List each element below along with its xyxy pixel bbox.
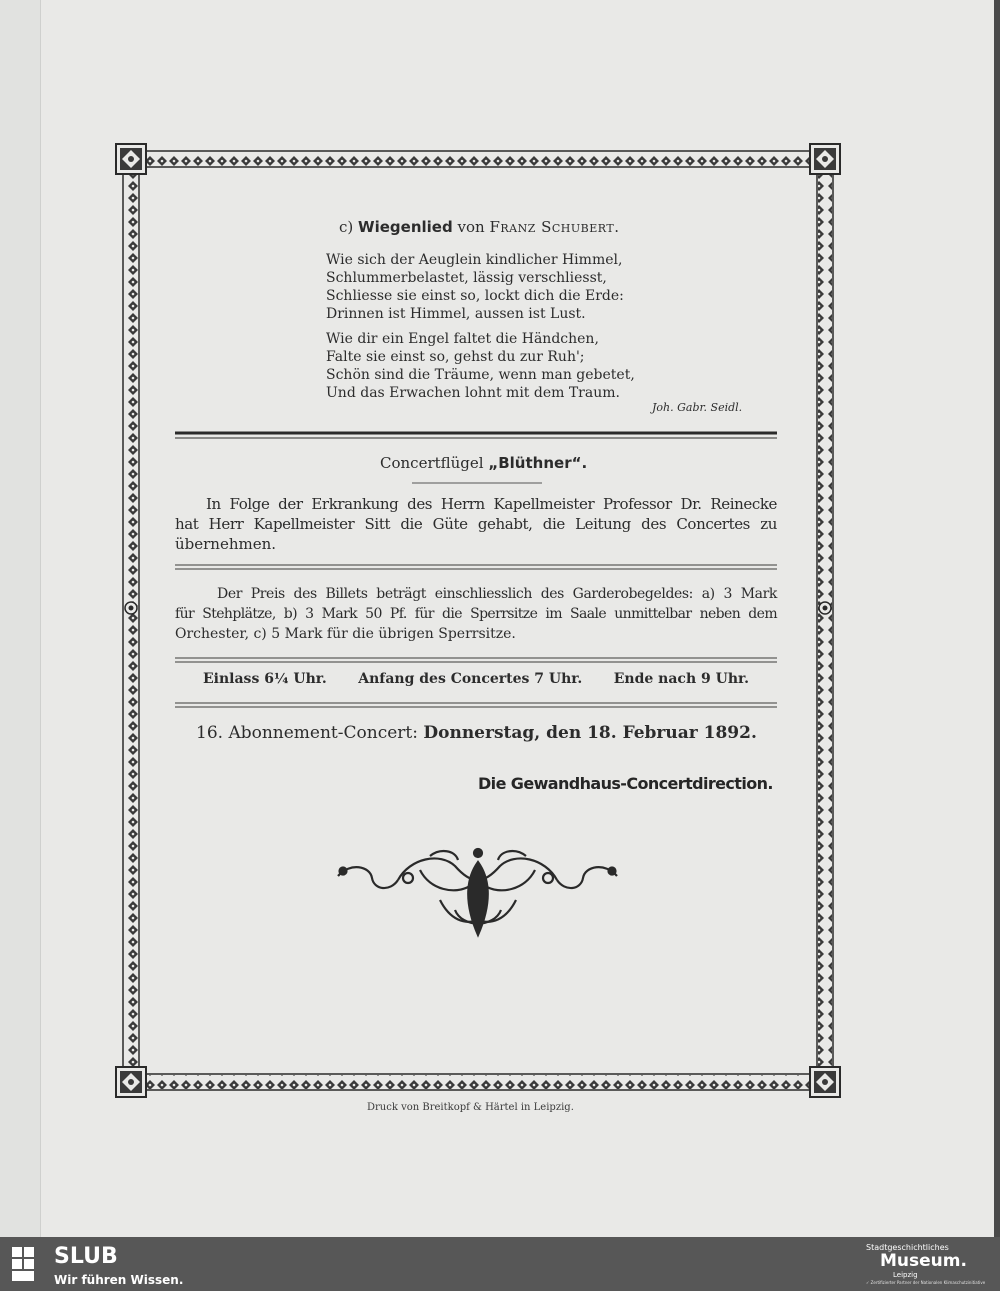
museum-small: Stadtgeschichtliches — [866, 1243, 949, 1252]
piano-heading — [380, 454, 587, 472]
notice-line: übernehmen. — [175, 535, 277, 553]
rule-double-2 — [175, 658, 777, 662]
corner-bottom-left — [116, 1067, 146, 1097]
border-left — [123, 174, 139, 1067]
rule-double-1 — [175, 565, 777, 569]
stanza-line: Und das Erwachen lohnt mit dem Traum. — [326, 385, 620, 401]
border-right — [817, 174, 833, 1067]
next-concert — [196, 723, 757, 743]
ende-time: Ende nach 9 Uhr. — [613, 671, 749, 687]
song-composer: Franz Schubert. — [489, 218, 620, 236]
einlass-time: Einlass 6¼ Uhr. — [203, 671, 327, 687]
museum-name: Museum. — [880, 1251, 967, 1271]
song-stanza-2 — [326, 330, 635, 402]
prices-paragraph — [175, 584, 777, 644]
song-author: Joh. Gabr. Seidl. — [652, 401, 743, 414]
song-title: Wiegenlied — [358, 218, 453, 236]
next-concert-prefix: 16. Abonnement-Concert: — [196, 723, 418, 743]
corner-bottom-right — [810, 1067, 840, 1097]
song-heading — [339, 218, 619, 236]
border-bottom — [147, 1074, 811, 1090]
times-line — [203, 671, 749, 687]
slub-logo-icon — [12, 1245, 48, 1283]
notice-line: In Folge der Erkrankung des Herrn Kapellmeister Professor Dr. Reinecke — [206, 495, 777, 513]
stanza-line: Schön sind die Träume, wenn man gebetet, — [326, 367, 635, 383]
piano-prefix: Concertflügel — [380, 454, 484, 472]
next-concert-date: Donnerstag, den 18. Februar 1892. — [423, 723, 757, 743]
notice-line: hat Herr Kapellmeister Sitt die Güte gehabt, die Leitung des Concertes zu — [175, 515, 777, 533]
prices-line: Orchester, c) 5 Mark für die übrigen Sperrsitze. — [175, 626, 516, 642]
stanza-line: Schlummerbelastet, lässig verschliesst, — [326, 270, 607, 286]
stanza-line: Drinnen ist Himmel, aussen ist Lust. — [326, 306, 586, 322]
stanza-line: Falte sie einst so, gehst du zur Ruh'; — [326, 349, 585, 365]
prices-line: für Stehplätze, b) 3 Mark 50 Pf. für die Sperrsitze im Saale unmittelbar neben dem — [175, 606, 777, 622]
stanza-line: Wie dir ein Engel faltet die Händchen, — [326, 331, 599, 347]
anfang-time: Anfang des Concertes 7 Uhr. — [358, 671, 583, 687]
printer-note: Druck von Breitkopf & Härtel in Leipzig. — [367, 1102, 574, 1113]
museum-note: ✓ Zertifizierter Partner der Nationalen Klimaschutzinitiative — [866, 1280, 986, 1285]
museum-city: Leipzig — [893, 1271, 918, 1279]
slub-title: SLUB — [54, 1244, 118, 1269]
stanza-line: Schliesse sie einst so, lockt dich die Erde: — [326, 288, 624, 304]
song-by: von — [457, 218, 485, 236]
border-top — [147, 151, 811, 167]
corner-top-left — [116, 144, 146, 174]
stanza-line: Wie sich der Aeuglein kindlicher Himmel, — [326, 252, 623, 268]
slub-tagline: Wir führen Wissen. — [54, 1273, 184, 1287]
notice-paragraph — [175, 494, 777, 554]
corner-top-right — [810, 144, 840, 174]
piano-name: „Blüthner“. — [488, 454, 588, 472]
rule-double-thick — [175, 433, 777, 438]
song-stanza-1 — [326, 251, 624, 323]
prices-line: Der Preis des Billets beträgt einschliesslich des Garderobegeldes: a) 3 Mark — [217, 586, 777, 602]
song-label: c) — [339, 218, 354, 236]
rule-double-3 — [175, 703, 777, 707]
signature: Die Gewandhaus-Concertdirection. — [478, 774, 773, 793]
ornament-vignette — [338, 849, 617, 935]
